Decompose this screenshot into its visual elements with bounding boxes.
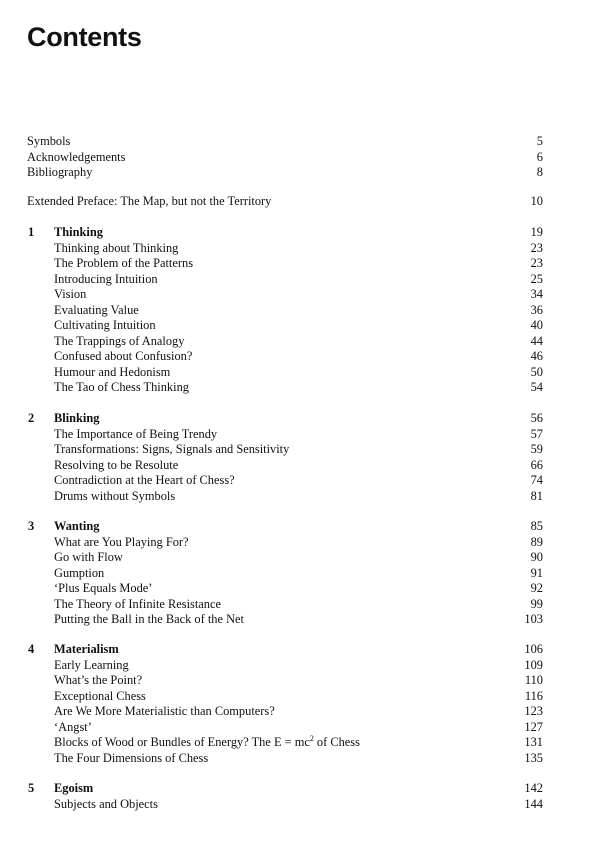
- toc-entry-row: [0, 750, 600, 766]
- page-number: 40: [530, 318, 543, 332]
- page-number: 66: [530, 457, 543, 472]
- page-number: 5: [536, 134, 543, 148]
- toc-entry-row: [0, 672, 600, 688]
- page-number: 89: [530, 534, 543, 549]
- toc-entry-row: [0, 596, 600, 612]
- toc-entry-row: [0, 364, 600, 380]
- page-number: 46: [530, 349, 543, 363]
- toc-entry-row: [0, 611, 600, 627]
- entry-title: The Importance of Being Trendy: [54, 426, 218, 441]
- chapter-title: Materialism: [54, 642, 119, 656]
- entry-title: Introducing Intuition: [54, 271, 158, 286]
- page-number: 109: [524, 657, 543, 672]
- page-number: 106: [524, 642, 543, 656]
- entry-title: Symbols: [27, 134, 71, 148]
- page-number: 36: [530, 302, 543, 317]
- toc-entry-row: [0, 302, 600, 318]
- page-number: 99: [530, 596, 543, 611]
- toc-entry-row: [0, 271, 600, 287]
- entry-title: Subjects and Objects: [54, 796, 158, 811]
- entry-title: Are We More Materialistic than Computers?: [54, 704, 275, 718]
- toc-entry-row: [0, 734, 600, 750]
- entry-title: Drums without Symbols: [54, 488, 176, 503]
- entry-title: The Four Dimensions of Chess: [54, 750, 209, 765]
- page-number: 116: [524, 688, 543, 703]
- page-number: 59: [530, 442, 543, 456]
- entry-title: Transformations: Signs, Signals and Sensitivity: [54, 442, 290, 456]
- chapter-title: Thinking: [54, 225, 103, 239]
- superscript: 2: [309, 734, 314, 743]
- toc-entry-row: [0, 657, 600, 673]
- chapter-number: 1: [28, 225, 35, 239]
- toc-entry-row: [0, 565, 600, 581]
- entry-title: The Tao of Chess Thinking: [54, 380, 189, 394]
- page-number: 6: [536, 149, 543, 164]
- page-number: 142: [524, 781, 543, 795]
- toc-entry-row: [0, 703, 600, 719]
- chapter-title: Egoism: [54, 781, 94, 795]
- toc-entry-row: [0, 426, 600, 442]
- page-number: 103: [524, 612, 543, 626]
- page-number: 34: [530, 287, 543, 301]
- page-number: 74: [530, 473, 543, 487]
- toc-entry-row: [0, 240, 600, 256]
- toc-entry-row: [0, 149, 600, 165]
- entry-title: Gumption: [54, 565, 105, 580]
- toc-entry-row: [0, 580, 600, 596]
- entry-title: Evaluating Value: [54, 302, 139, 317]
- page-number: 127: [524, 719, 543, 734]
- chapter-number: 4: [28, 642, 35, 656]
- page-number: 110: [524, 673, 543, 687]
- chapter-number: 3: [28, 519, 35, 533]
- page-number: 131: [524, 735, 543, 749]
- entry-title: Putting the Ball in the Back of the Net: [54, 612, 244, 626]
- page-number: 135: [524, 750, 543, 765]
- entry-title: Humour and Hedonism: [54, 364, 171, 379]
- entry-title: The Trappings of Analogy: [54, 333, 185, 348]
- entry-title: ‘Angst’: [54, 719, 92, 734]
- toc-entry-row: [0, 534, 600, 550]
- page-number: 81: [530, 488, 543, 503]
- entry-title: What are You Playing For?: [54, 534, 189, 549]
- chapter-title: Wanting: [54, 519, 100, 533]
- toc-chapter-row: [0, 224, 600, 240]
- toc-entry-row: [0, 255, 600, 271]
- page-number: 44: [530, 333, 543, 348]
- entry-title: Thinking about Thinking: [54, 240, 179, 255]
- chapter-number: 2: [28, 411, 35, 425]
- chapter-title: Blinking: [54, 411, 100, 425]
- entry-title: Confused about Confusion?: [54, 349, 193, 363]
- toc-entry-row: [0, 688, 600, 704]
- toc-chapter-row: [0, 641, 600, 657]
- entry-title: The Theory of Infinite Resistance: [54, 596, 221, 611]
- toc-entry-row: [0, 457, 600, 473]
- toc-entry-row: [0, 549, 600, 565]
- entry-title: Vision: [54, 287, 87, 301]
- entry-title: Exceptional Chess: [54, 688, 146, 703]
- entry-title: Bibliography: [27, 165, 93, 179]
- page-number: 25: [530, 271, 543, 286]
- toc-entry-row: [0, 333, 600, 349]
- toc-chapter-row: [0, 780, 600, 796]
- entry-title: The Problem of the Patterns: [54, 256, 194, 270]
- entry-title: Resolving to be Resolute: [54, 457, 179, 472]
- toc-entry-row: [0, 719, 600, 735]
- toc-chapter-row: [0, 518, 600, 534]
- page-number: 19: [530, 225, 543, 239]
- toc-entry-row: [0, 286, 600, 302]
- chapter-number: 5: [28, 781, 35, 795]
- page-number: 10: [530, 194, 543, 208]
- entry-title: ‘Plus Equals Mode’: [54, 581, 153, 595]
- page-number: 23: [530, 240, 543, 255]
- page-number: 92: [530, 581, 543, 595]
- entry-title: Blocks of Wood or Bundles of Energy? The $E = mc^2$ of Chess: [54, 734, 360, 749]
- entry-title: Go with Flow: [54, 550, 123, 564]
- page-number: 144: [524, 796, 543, 811]
- page-number: 91: [530, 565, 543, 580]
- toc-entry-row: [0, 193, 600, 209]
- toc-entry-row: [0, 472, 600, 488]
- toc-entry-row: [0, 133, 600, 149]
- toc-entry-row: [0, 164, 600, 180]
- toc-entry-row: [0, 441, 600, 457]
- page-title: Contents: [27, 22, 142, 52]
- page-number: 57: [530, 426, 543, 441]
- toc-entry-row: [0, 488, 600, 504]
- page-number: 54: [530, 380, 543, 394]
- page-number: 8: [536, 165, 543, 179]
- entry-title: What’s the Point?: [54, 673, 143, 687]
- entry-title: Contradiction at the Heart of Chess?: [54, 473, 235, 487]
- entry-title: Early Learning: [54, 657, 129, 672]
- toc-entry-row: [0, 379, 600, 395]
- toc-chapter-row: [0, 410, 600, 426]
- toc-entry-row: [0, 317, 600, 333]
- entry-title: Extended Preface: The Map, but not the Territory: [27, 194, 272, 208]
- page-number: 85: [530, 519, 543, 533]
- page-number: 90: [530, 550, 543, 564]
- page-number: 56: [530, 411, 543, 425]
- entry-title: Cultivating Intuition: [54, 318, 156, 332]
- toc-entry-row: [0, 348, 600, 364]
- entry-title: Acknowledgements: [27, 149, 126, 164]
- page-number: 23: [530, 256, 543, 270]
- page-number: 123: [524, 704, 543, 718]
- toc-entry-row: [0, 796, 600, 812]
- page-number: 50: [530, 364, 543, 379]
